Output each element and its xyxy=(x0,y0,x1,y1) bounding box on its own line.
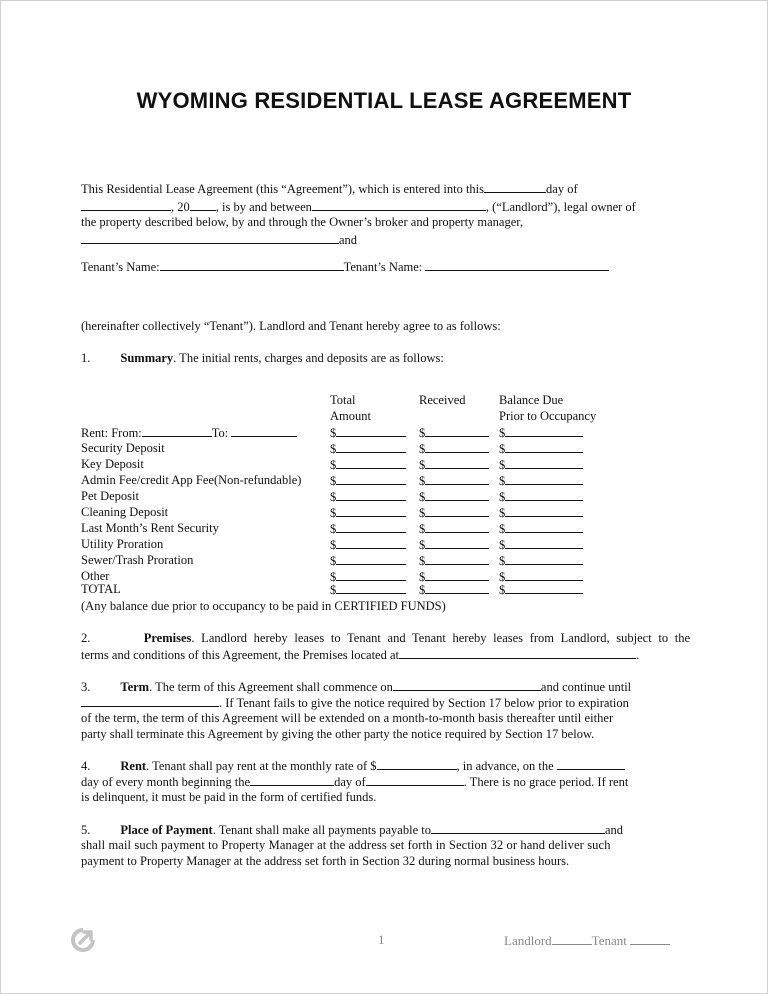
balance-due-blank[interactable] xyxy=(499,440,583,457)
currency-symbol: $ xyxy=(419,458,426,472)
fee-row-label: Other xyxy=(81,569,110,583)
amount-line[interactable] xyxy=(336,520,406,533)
rent-from-label: Rent: From: To: xyxy=(81,424,297,441)
fee-row-label: Admin Fee/credit App Fee(Non-refundable) xyxy=(81,473,302,487)
col-received-header: Received xyxy=(419,393,466,407)
balance-due-blank[interactable] xyxy=(499,581,583,598)
payment-line-1: 5. Place of Payment. Tenant shall make all payments payable to and xyxy=(81,823,624,837)
term-line-3: of the term, the term of this Agreement will be extended on a month-to-month basis thereafter until either xyxy=(81,711,614,725)
currency-symbol: $ xyxy=(330,570,337,584)
total-amount-blank[interactable] xyxy=(330,552,406,569)
amount-line[interactable] xyxy=(336,472,406,485)
amount-line[interactable] xyxy=(425,504,489,517)
amount-line[interactable] xyxy=(505,581,583,594)
rent-line-1: 4. Rent. Tenant shall pay rent at the monthly rate of $ , in advance, on the xyxy=(81,757,625,774)
total-amount-blank[interactable] xyxy=(330,472,406,489)
intro-line-4: and xyxy=(81,231,357,248)
amount-line[interactable] xyxy=(505,552,583,565)
collective-tenant-line: (hereinafter collectively “Tenant”). Landlord and Tenant hereby agree to as follows: xyxy=(81,319,501,333)
currency-symbol: $ xyxy=(330,442,337,456)
currency-symbol: $ xyxy=(330,506,337,520)
currency-symbol: $ xyxy=(419,442,426,456)
amount-line[interactable] xyxy=(425,581,489,594)
amount-line[interactable] xyxy=(336,456,406,469)
term-line-2: . If Tenant fails to give the notice required by Section 17 below prior to expiration xyxy=(81,694,629,711)
amount-line[interactable] xyxy=(505,488,583,501)
received-blank[interactable] xyxy=(419,456,489,473)
tenant-name-1-blank[interactable] xyxy=(160,258,344,271)
currency-symbol: $ xyxy=(419,506,426,520)
balance-due-blank[interactable] xyxy=(499,536,583,553)
fee-row-label: Cleaning Deposit xyxy=(81,505,169,519)
currency-symbol: $ xyxy=(330,583,337,597)
received-blank[interactable] xyxy=(419,552,489,569)
amount-line[interactable] xyxy=(425,488,489,501)
currency-symbol: $ xyxy=(499,426,506,440)
currency-symbol: $ xyxy=(419,554,426,568)
received-blank[interactable] xyxy=(419,472,489,489)
month-blank[interactable] xyxy=(81,198,171,211)
total-amount-blank[interactable] xyxy=(330,520,406,537)
currency-symbol: $ xyxy=(499,490,506,504)
fee-row-label: Utility Proration xyxy=(81,537,164,551)
term-end-blank[interactable] xyxy=(81,694,219,707)
amount-line[interactable] xyxy=(336,488,406,501)
rent-line-3: is delinquent, it must be paid in the form of certified funds. xyxy=(81,790,377,804)
rent-from-blank[interactable] xyxy=(142,424,212,437)
amount-line[interactable] xyxy=(425,440,489,453)
currency-symbol: $ xyxy=(419,474,426,488)
certified-funds-note: (Any balance due prior to occupancy to be paid in CERTIFIED FUNDS) xyxy=(81,599,446,613)
total-amount-blank[interactable] xyxy=(330,456,406,473)
brand-logo-icon xyxy=(70,927,96,953)
payment-line-3: payment to Property Manager at the address set forth in Section 32 during normal business hours. xyxy=(81,854,570,868)
total-amount-blank[interactable] xyxy=(330,440,406,457)
currency-symbol: $ xyxy=(499,506,506,520)
currency-symbol: $ xyxy=(499,522,506,536)
term-line-1: 3. Term. The term of this Agreement shall commence on and continue until xyxy=(81,680,632,694)
total-amount-blank[interactable] xyxy=(330,488,406,505)
balance-due-blank[interactable] xyxy=(499,424,583,441)
currency-symbol: $ xyxy=(419,583,426,597)
currency-symbol: $ xyxy=(330,426,337,440)
initials-line: Landlord Tenant xyxy=(504,932,670,949)
premises-line-1: 2. Premises. Landlord hereby leases to Tenant and Tenant hereby leases from Landlord, subject to the xyxy=(81,631,691,645)
fee-row-label: Last Month’s Rent Security xyxy=(81,521,219,535)
balance-due-blank[interactable] xyxy=(499,552,583,569)
currency-symbol: $ xyxy=(419,570,426,584)
balance-due-blank[interactable] xyxy=(499,472,583,489)
currency-symbol: $ xyxy=(330,474,337,488)
amount-line[interactable] xyxy=(336,568,406,581)
term-start-blank[interactable] xyxy=(393,678,541,691)
payee-blank[interactable] xyxy=(431,821,605,834)
term-line-4: party shall terminate this Agreement by giving the other party the notice required by Section 17 below. xyxy=(81,727,595,741)
amount-line[interactable] xyxy=(336,424,406,437)
payment-line-2: shall mail such payment to Property Manager at the address set forth in Section 32 or hand deliver such xyxy=(81,838,611,852)
currency-symbol: $ xyxy=(499,474,506,488)
amount-line[interactable] xyxy=(505,536,583,549)
currency-symbol: $ xyxy=(499,583,506,597)
amount-line[interactable] xyxy=(505,424,583,437)
currency-symbol: $ xyxy=(330,554,337,568)
amount-line[interactable] xyxy=(336,440,406,453)
fee-row-label: Sewer/Trash Proration xyxy=(81,553,194,567)
currency-symbol: $ xyxy=(419,522,426,536)
amount-line[interactable] xyxy=(505,504,583,517)
tenant-names-line: Tenant’s Name: Tenant’s Name: xyxy=(81,258,609,275)
amount-line[interactable] xyxy=(505,472,583,485)
landlord-initials-blank[interactable] xyxy=(552,932,592,945)
balance-due-blank[interactable] xyxy=(499,456,583,473)
currency-symbol: $ xyxy=(499,442,506,456)
currency-symbol: $ xyxy=(330,522,337,536)
currency-symbol: $ xyxy=(499,538,506,552)
total-label: TOTAL xyxy=(81,582,121,596)
currency-symbol: $ xyxy=(419,490,426,504)
total-amount-blank[interactable] xyxy=(330,504,406,521)
currency-symbol: $ xyxy=(499,458,506,472)
fee-row-label: Pet Deposit xyxy=(81,489,139,503)
col-total-header-2: Amount xyxy=(330,409,371,423)
rent-line-2: day of every month beginning the day of . There is no grace period. If rent xyxy=(81,775,629,789)
rent-due-day-blank[interactable] xyxy=(557,757,625,770)
currency-symbol: $ xyxy=(419,538,426,552)
property-manager-blank[interactable] xyxy=(81,231,339,244)
day-blank[interactable] xyxy=(484,180,546,193)
received-blank[interactable] xyxy=(419,536,489,553)
document-title: WYOMING RESIDENTIAL LEASE AGREEMENT xyxy=(136,88,632,113)
intro-line-1: This Residential Lease Agreement (this “Agreement”), which is entered into this day of xyxy=(81,182,578,196)
landlord-name-blank[interactable] xyxy=(312,198,486,211)
received-blank[interactable] xyxy=(419,440,489,457)
tenant-name-2-blank[interactable] xyxy=(425,258,609,271)
amount-line[interactable] xyxy=(505,520,583,533)
monthly-rate-blank[interactable] xyxy=(377,757,457,770)
balance-due-blank[interactable] xyxy=(499,504,583,521)
intro-line-3: the property described below, by and through the Owner’s broker and property manager, xyxy=(81,215,524,229)
fee-row-label: Key Deposit xyxy=(81,457,144,471)
total-amount-blank[interactable] xyxy=(330,536,406,553)
col-total-header-1: Total xyxy=(330,393,356,407)
amount-line[interactable] xyxy=(425,536,489,549)
tenant-initials-blank[interactable] xyxy=(630,932,670,945)
currency-symbol: $ xyxy=(330,538,337,552)
rent-to-blank[interactable] xyxy=(231,424,297,437)
total-amount-blank[interactable] xyxy=(330,581,406,598)
currency-symbol: $ xyxy=(330,458,337,472)
amount-line[interactable] xyxy=(425,424,489,437)
currency-symbol: $ xyxy=(330,490,337,504)
amount-line[interactable] xyxy=(505,456,583,469)
amount-line[interactable] xyxy=(505,440,583,453)
amount-line[interactable] xyxy=(425,456,489,469)
received-blank[interactable] xyxy=(419,504,489,521)
amount-line[interactable] xyxy=(336,552,406,565)
balance-due-blank[interactable] xyxy=(499,488,583,505)
currency-symbol: $ xyxy=(499,554,506,568)
year-blank[interactable] xyxy=(190,198,216,211)
rent-begin-day-blank[interactable] xyxy=(250,773,334,786)
amount-line[interactable] xyxy=(425,568,489,581)
currency-symbol: $ xyxy=(419,426,426,440)
amount-line[interactable] xyxy=(425,472,489,485)
premises-address-blank[interactable] xyxy=(399,646,636,659)
intro-line-2: , 20 , is by and between , (“Landlord”), legal owner of xyxy=(81,198,636,215)
premises-line-2: terms and conditions of this Agreement, the Premises located at . xyxy=(81,648,640,662)
received-blank[interactable] xyxy=(419,424,489,441)
currency-symbol: $ xyxy=(499,570,506,584)
fee-row-label: Security Deposit xyxy=(81,441,165,455)
balance-due-blank[interactable] xyxy=(499,520,583,537)
amount-line[interactable] xyxy=(336,581,406,594)
rent-begin-month-blank[interactable] xyxy=(366,773,464,786)
amount-line[interactable] xyxy=(505,568,583,581)
amount-line[interactable] xyxy=(425,520,489,533)
received-blank[interactable] xyxy=(419,520,489,537)
amount-line[interactable] xyxy=(336,536,406,549)
total-amount-blank[interactable] xyxy=(330,424,406,441)
page-number: 1 xyxy=(378,932,385,947)
received-blank[interactable] xyxy=(419,488,489,505)
amount-line[interactable] xyxy=(425,552,489,565)
col-balance-header-1: Balance Due xyxy=(499,393,564,407)
summary-heading: 1. Summary. The initial rents, charges and deposits are as follows: xyxy=(81,351,444,365)
received-blank[interactable] xyxy=(419,581,489,598)
col-balance-header-2: Prior to Occupancy xyxy=(499,409,597,423)
amount-line[interactable] xyxy=(336,504,406,517)
